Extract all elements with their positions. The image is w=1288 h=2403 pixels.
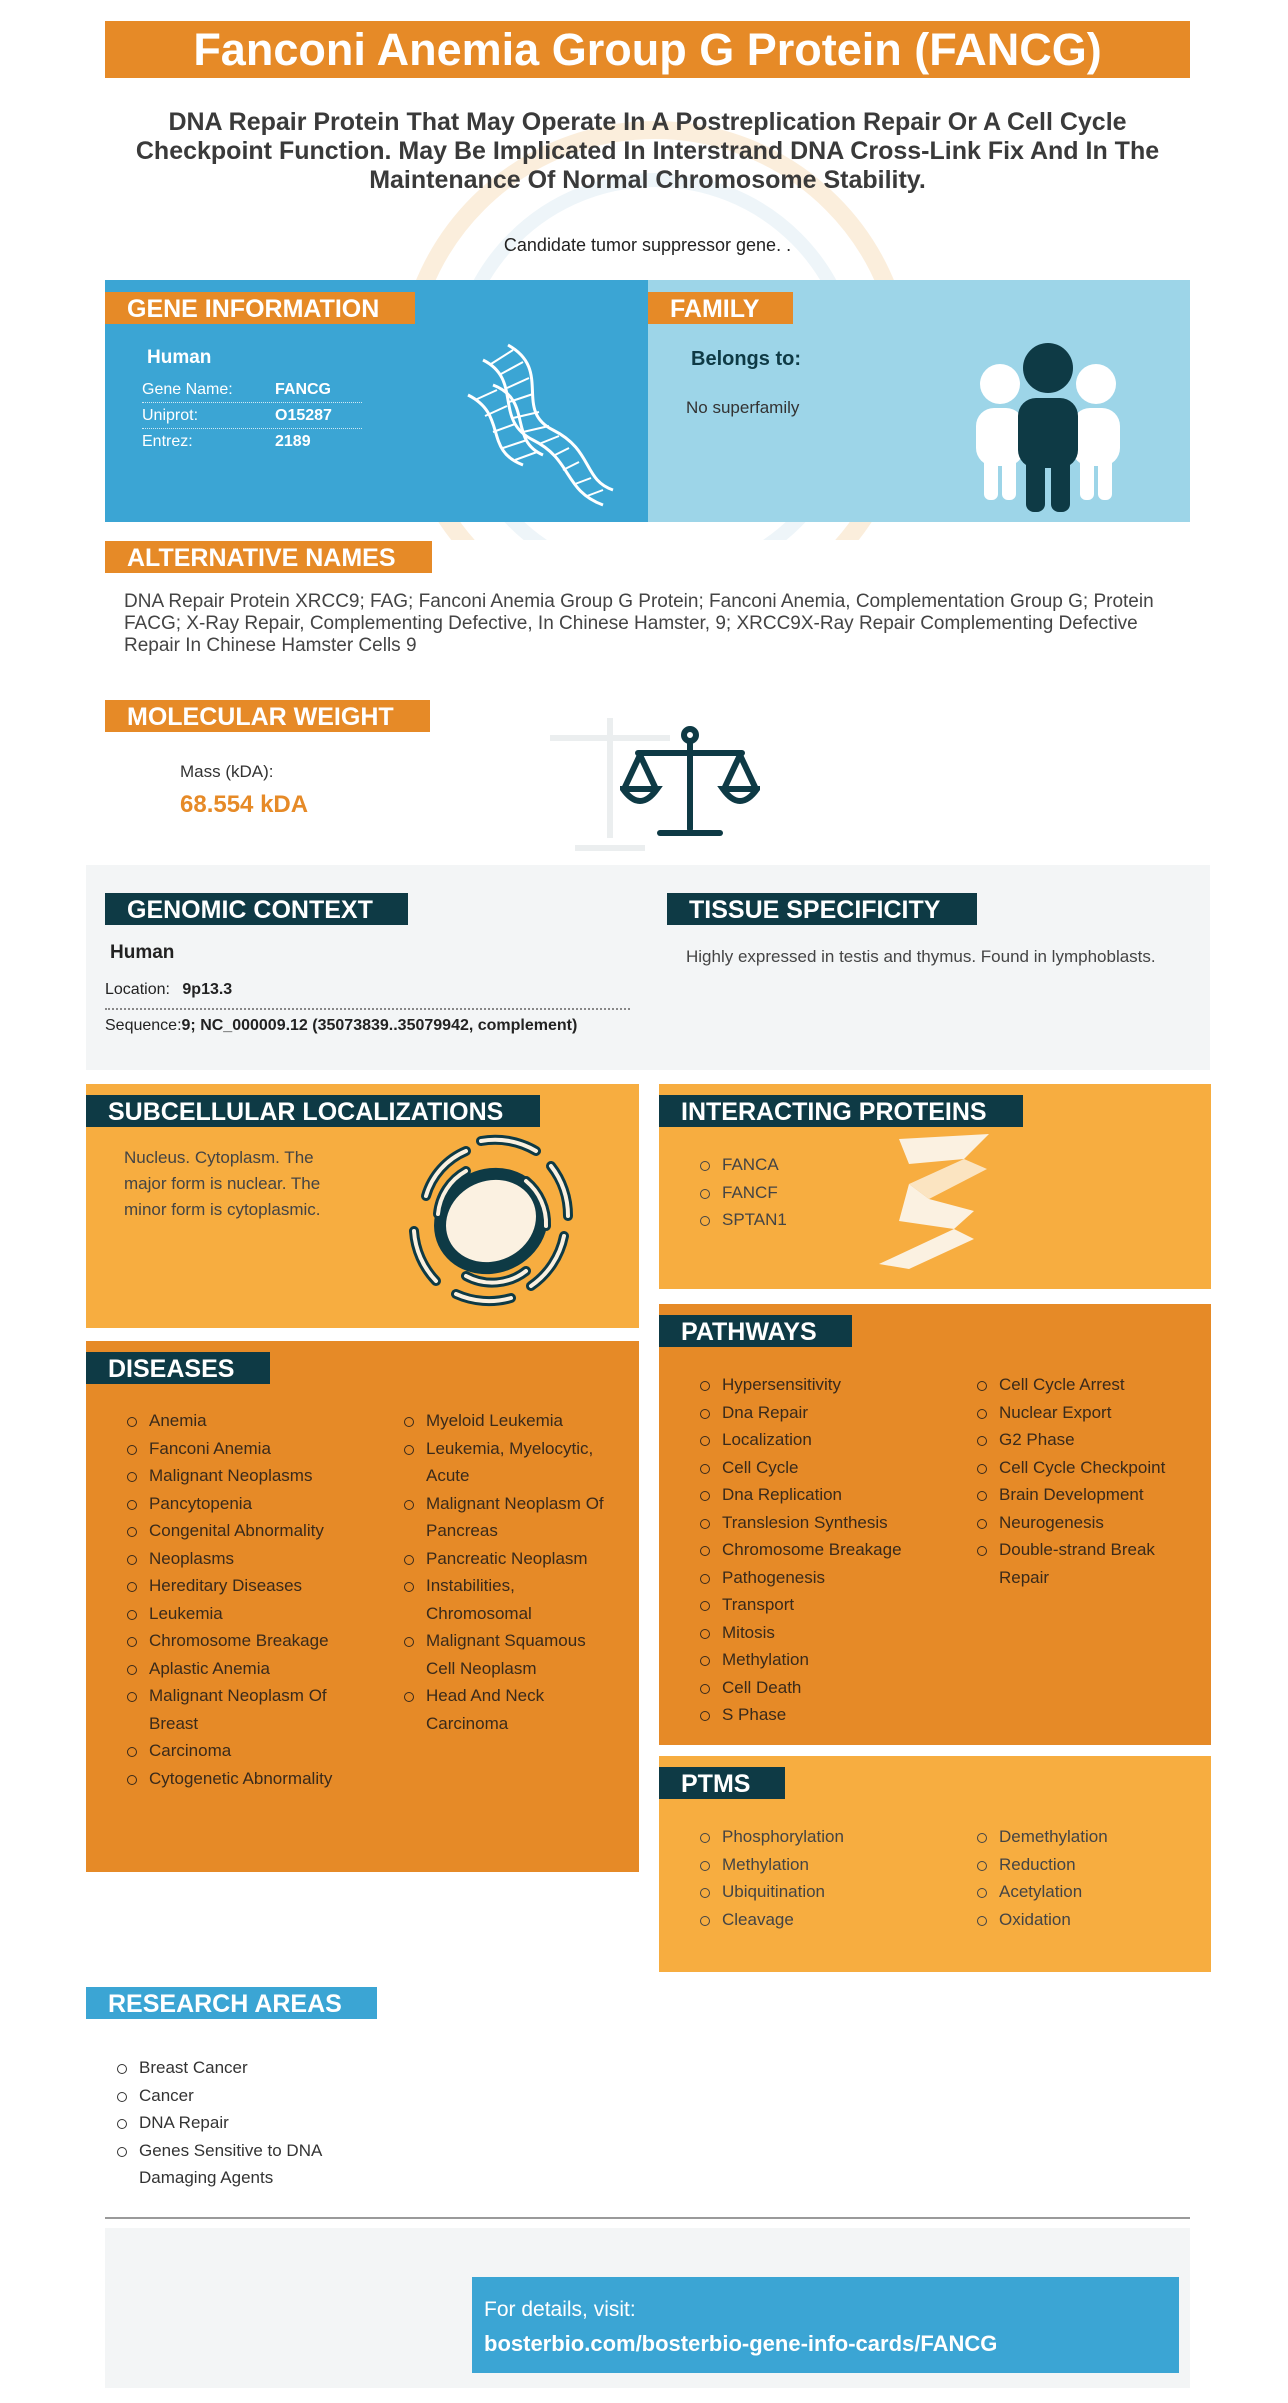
list-item: Pancytopenia: [127, 1490, 367, 1518]
list-item: Dna Repair: [700, 1399, 950, 1427]
list-item: Hypersensitivity: [700, 1371, 950, 1399]
list-item: Acetylation: [977, 1878, 1192, 1906]
list-item: SPTAN1: [700, 1206, 787, 1234]
ptms-list-col1: [700, 1823, 950, 1933]
interacting-list: [700, 1151, 787, 1234]
genomic-title: GENOMIC CONTEXT: [105, 893, 408, 925]
list-item: Cytogenetic Abnormality: [127, 1765, 367, 1793]
family-title: FAMILY: [648, 292, 793, 324]
list-item: Translesion Synthesis: [700, 1509, 950, 1537]
ptms-panel: [659, 1756, 1211, 1972]
list-item: Myeloid Leukemia: [404, 1407, 619, 1435]
diseases-title: DISEASES: [86, 1352, 270, 1384]
diseases-panel: [86, 1341, 639, 1872]
gene-info-table: [142, 377, 362, 455]
list-item: Genes Sensitive to DNA Damaging Agents: [117, 2137, 357, 2192]
research-list: [117, 2054, 357, 2192]
list-item: Ubiquitination: [700, 1878, 950, 1906]
pathways-title: PATHWAYS: [659, 1315, 852, 1347]
list-item: Malignant Neoplasm Of Pancreas: [404, 1490, 619, 1545]
list-item: Cleavage: [700, 1906, 950, 1934]
list-item: Pathogenesis: [700, 1564, 950, 1592]
alt-names-title: ALTERNATIVE NAMES: [105, 541, 432, 573]
details-link-box[interactable]: [472, 2277, 1179, 2373]
tissue-title: TISSUE SPECIFICITY: [667, 893, 977, 925]
cell-organelle-icon: [396, 1126, 586, 1316]
list-item: Malignant Neoplasms: [127, 1462, 367, 1490]
balance-scale-icon: [620, 725, 760, 840]
ptms-list-col2: [977, 1823, 1192, 1933]
list-item: Methylation: [700, 1851, 950, 1879]
list-item: Phosphorylation: [700, 1823, 950, 1851]
list-item: Nuclear Export: [977, 1399, 1192, 1427]
people-group-icon: [968, 340, 1128, 515]
list-item: S Phase: [700, 1701, 950, 1729]
gene-info-row: Gene Name: FANCG: [142, 377, 362, 403]
list-item: Brain Development: [977, 1481, 1192, 1509]
list-item: Chromosome Breakage: [127, 1627, 367, 1655]
list-item: Neoplasms: [127, 1545, 367, 1573]
list-item: Cancer: [117, 2082, 357, 2110]
page-title: Fanconi Anemia Group G Protein (FANCG): [193, 23, 1102, 75]
list-item: Oxidation: [977, 1906, 1192, 1934]
gene-info-panel: [105, 280, 648, 522]
list-item: Mitosis: [700, 1619, 950, 1647]
list-item: Methylation: [700, 1646, 950, 1674]
ptms-title: PTMS: [659, 1767, 785, 1799]
list-item: Transport: [700, 1591, 950, 1619]
interacting-title: INTERACTING PROTEINS: [659, 1095, 1023, 1127]
details-link-url[interactable]: bosterbio.com/bosterbio-gene-info-cards/FANCG: [484, 2331, 998, 2356]
list-item: Cell Cycle Checkpoint: [977, 1454, 1192, 1482]
list-item: Dna Replication: [700, 1481, 950, 1509]
gene-info-species: Human: [147, 347, 212, 368]
gene-info-title: GENE INFORMATION: [105, 292, 415, 324]
protein-description: DNA Repair Protein That May Operate In A Postreplication Repair Or A Cell Cycle Checkpoint Function. May Be Implicated In Interstrand DNA Cross-Link Fix And In The Maintenance Of Normal Chromosome Stability.: [135, 108, 1160, 194]
dna-helix-icon: [463, 340, 623, 510]
tissue-text: Highly expressed in testis and thymus. Found in lymphoblasts.: [686, 947, 1156, 966]
list-item: FANCA: [700, 1151, 787, 1179]
subcellular-panel: [86, 1084, 639, 1328]
list-item: DNA Repair: [117, 2109, 357, 2137]
family-belongs-label: Belongs to:: [691, 348, 801, 370]
footer-divider: [105, 2217, 1190, 2219]
subcellular-title: SUBCELLULAR LOCALIZATIONS: [86, 1095, 540, 1127]
protein-subtitle: Candidate tumor suppressor gene. .: [503, 235, 792, 255]
research-title: RESEARCH AREAS: [86, 1987, 377, 2019]
subcellular-text: Nucleus. Cytoplasm. The major form is nuclear. The minor form is cytoplasmic.: [124, 1148, 321, 1219]
diseases-list-col1: [127, 1407, 367, 1792]
list-item: Anemia: [127, 1407, 367, 1435]
list-item: Demethylation: [977, 1823, 1192, 1851]
list-item: Cell Death: [700, 1674, 950, 1702]
list-item: Instabilities, Chromosomal: [404, 1572, 619, 1627]
list-item: Aplastic Anemia: [127, 1655, 367, 1683]
family-value: No superfamily: [686, 398, 800, 417]
list-item: FANCF: [700, 1179, 787, 1207]
genomic-location: Location: 9p13.3: [105, 981, 630, 1010]
title-banner: [105, 21, 1190, 78]
list-item: Carcinoma: [127, 1737, 367, 1765]
interacting-panel: [659, 1084, 1211, 1289]
pathways-list-col1: [700, 1371, 950, 1729]
mol-weight-value: 68.554 kDA: [180, 791, 309, 818]
genomic-sequence: Sequence:9; NC_000009.12 (35073839..35079942, complement): [105, 1017, 578, 1034]
genomic-species: Human: [110, 942, 175, 963]
gene-info-row: Uniprot: O15287: [142, 403, 362, 429]
alt-names-text: DNA Repair Protein XRCC9; FAG; Fanconi Anemia Group G Protein; Fanconi Anemia, Complementation Group G; Protein FACG; X-Ray Repair, Complementing Defective, In Chinese Hamster, 9; XRCC9X-Ray Repair Complementing Defective Repair In Chinese Hamster Cells 9: [124, 591, 1154, 656]
gene-info-row: Entrez: 2189: [142, 433, 311, 450]
list-item: Neurogenesis: [977, 1509, 1192, 1537]
list-item: Congenital Abnormality: [127, 1517, 367, 1545]
list-item: G2 Phase: [977, 1426, 1192, 1454]
mol-weight-title: MOLECULAR WEIGHT: [105, 700, 430, 732]
list-item: Malignant Neoplasm Of Breast: [127, 1682, 367, 1737]
pathways-panel: [659, 1304, 1211, 1745]
list-item: Cell Cycle: [700, 1454, 950, 1482]
list-item: Leukemia: [127, 1600, 367, 1628]
list-item: Double-strand Break Repair: [977, 1536, 1192, 1591]
list-item: Leukemia, Myelocytic, Acute: [404, 1435, 619, 1490]
protein-ribbon-icon: [869, 1129, 1004, 1279]
list-item: Head And Neck Carcinoma: [404, 1682, 619, 1737]
list-item: Localization: [700, 1426, 950, 1454]
list-item: Pancreatic Neoplasm: [404, 1545, 619, 1573]
mol-weight-label: Mass (kDA):: [180, 762, 274, 781]
list-item: Cell Cycle Arrest: [977, 1371, 1192, 1399]
details-link-label: For details, visit:: [484, 2298, 636, 2321]
list-item: Malignant Squamous Cell Neoplasm: [404, 1627, 619, 1682]
list-item: Hereditary Diseases: [127, 1572, 367, 1600]
diseases-list-col2: [404, 1407, 619, 1737]
list-item: Breast Cancer: [117, 2054, 357, 2082]
list-item: Chromosome Breakage: [700, 1536, 950, 1564]
family-panel: [648, 280, 1190, 522]
pathways-list-col2: [977, 1371, 1192, 1591]
list-item: Fanconi Anemia: [127, 1435, 367, 1463]
list-item: Reduction: [977, 1851, 1192, 1879]
